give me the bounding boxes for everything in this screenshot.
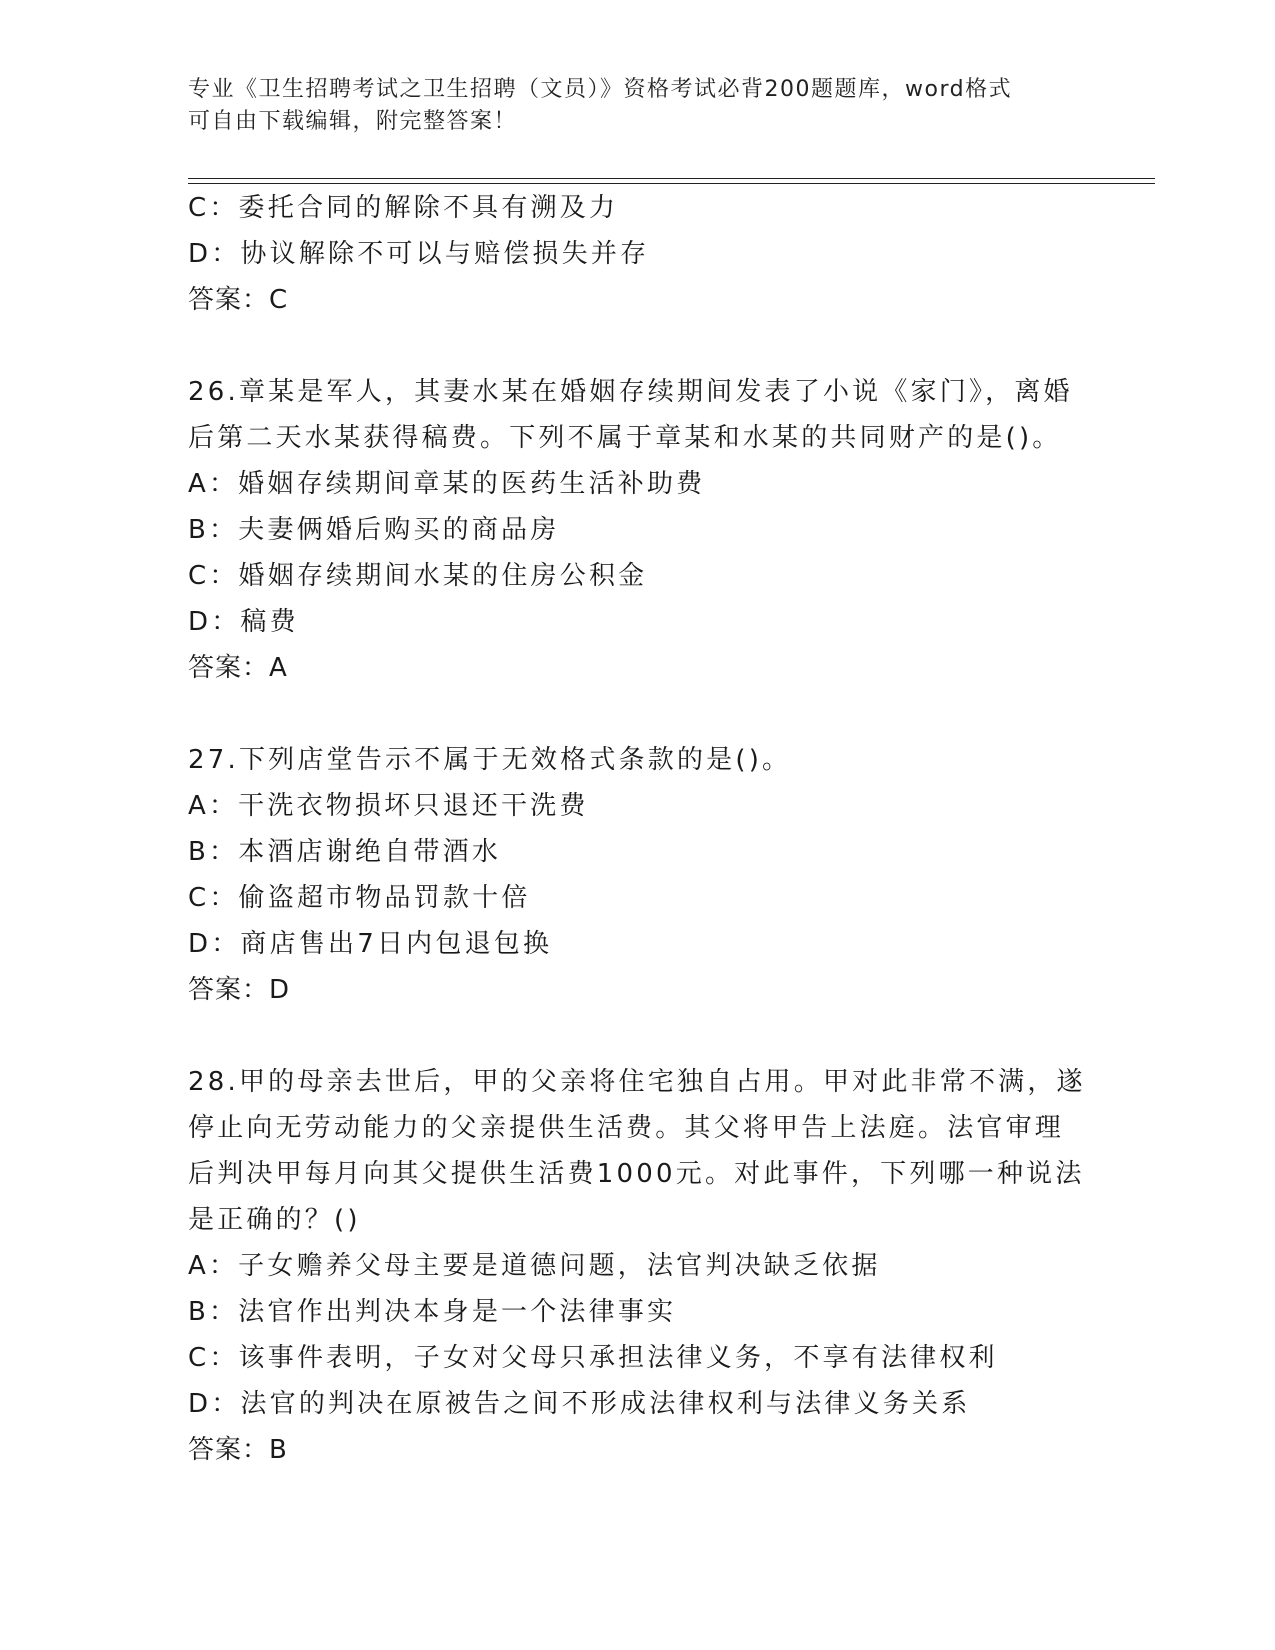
header-line-1: 专业《卫生招聘考试之卫生招聘（文员）》资格考试必背200题题库，word格式 [188,77,1013,102]
answer-line: 答案：C [188,285,289,315]
option-line: C：婚姻存续期间水某的住房公积金 [188,561,648,591]
answer-line: 答案：A [188,653,288,683]
question-stem-line: 是正确的？() [188,1205,361,1235]
option-line: A：婚姻存续期间章某的医药生活补助费 [188,469,706,499]
answer-line: 答案：D [188,975,291,1005]
question-stem-line: 停止向无劳动能力的父亲提供生活费。其父将甲告上法庭。法官审理 [188,1113,1065,1143]
option-line: B：本酒店谢绝自带酒水 [188,837,502,867]
spacer [188,323,1088,369]
question-stem-line: 26.章某是军人，其妻水某在婚姻存续期间发表了小说《家门》，离婚 [188,377,1073,407]
option-line: D：协议解除不可以与赔偿损失并存 [188,239,650,269]
question-26 [188,369,1088,691]
header-line-2: 可自由下载编辑，附完整答案！ [188,109,518,134]
option-line: C：偷盗超市物品罚款十倍 [188,883,531,913]
option-line: C：该事件表明，子女对父母只承担法律义务，不享有法律权利 [188,1343,998,1373]
option-line: D：稿费 [188,607,299,637]
header-divider-top [188,178,1155,179]
option-line: B：夫妻俩婚后购买的商品房 [188,515,560,545]
document-body [188,185,1088,1473]
option-line: C：委托合同的解除不具有溯及力 [188,193,619,223]
option-line: A：子女赡养父母主要是道德问题，法官判决缺乏依据 [188,1251,881,1281]
spacer [188,691,1088,737]
answer-line: 答案：B [188,1435,288,1465]
option-line: D：商店售出7日内包退包换 [188,929,553,959]
option-line: B：法官作出判决本身是一个法律事实 [188,1297,677,1327]
option-line: A：干洗衣物损坏只退还干洗费 [188,791,589,821]
continued-question [188,185,1088,323]
question-stem-line: 27.下列店堂告示不属于无效格式条款的是()。 [188,745,792,775]
question-stem-line: 后第二天水某获得稿费。下列不属于章某和水某的共同财产的是()。 [188,423,1062,453]
option-line: D：法官的判决在原被告之间不形成法律权利与法律义务关系 [188,1389,971,1419]
spacer [188,1013,1088,1059]
header-divider-bottom [188,183,1155,184]
question-stem-line: 后判决甲每月向其父提供生活费1000元。对此事件，下列哪一种说法 [188,1159,1085,1189]
question-stem-line: 28.甲的母亲去世后，甲的父亲将住宅独自占用。甲对此非常不满，遂 [188,1067,1086,1097]
question-27 [188,737,1088,1013]
question-28 [188,1059,1088,1473]
document-header [188,74,1088,138]
